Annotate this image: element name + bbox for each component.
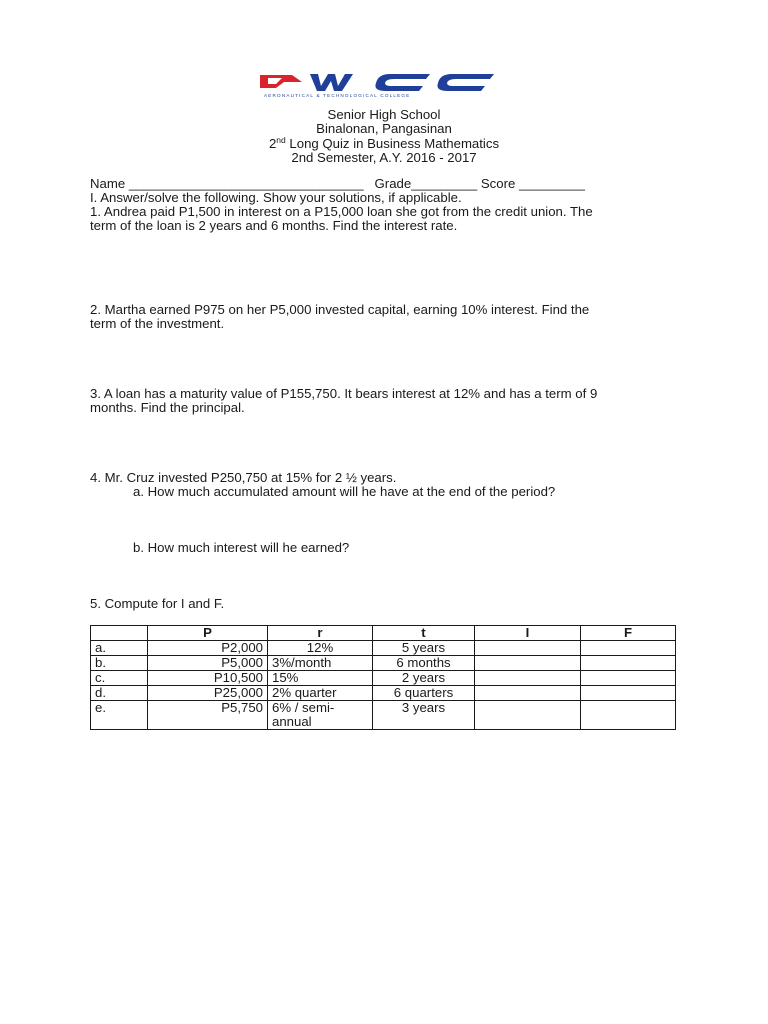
table-cell: 3 years bbox=[373, 701, 475, 730]
answer-cell-f[interactable] bbox=[581, 656, 676, 671]
quiz-header bbox=[0, 108, 768, 166]
instructions: I. Answer/solve the following. Show your solutions, if applicable. bbox=[90, 190, 462, 205]
answer-cell-i[interactable] bbox=[475, 641, 581, 656]
table-header-cell: t bbox=[373, 626, 475, 641]
question-2-line-2: term of the investment. bbox=[90, 316, 225, 331]
table-cell: 15% bbox=[268, 671, 373, 686]
table-cell: 6 months bbox=[373, 656, 475, 671]
grade-field-label[interactable]: Grade_________ bbox=[374, 176, 478, 191]
table-header-cell: P bbox=[148, 626, 268, 641]
table-header-cell: I bbox=[475, 626, 581, 641]
table-cell: 6% / semi-annual bbox=[268, 701, 373, 730]
compute-table bbox=[90, 625, 676, 730]
school-logo bbox=[258, 72, 506, 98]
answer-cell-i[interactable] bbox=[475, 656, 581, 671]
question-5: 5. Compute for I and F. bbox=[90, 596, 225, 611]
question-4: 4. Mr. Cruz invested P250,750 at 15% for 2 ½ years. bbox=[90, 470, 397, 485]
question-4-part-b: b. How much interest will he earned? bbox=[133, 540, 350, 555]
table-cell: 6 quarters bbox=[373, 686, 475, 701]
question-2-line-1: 2. Martha earned P975 on her P5,000 invested capital, earning 10% interest. Find the bbox=[90, 302, 590, 317]
answer-cell-i[interactable] bbox=[475, 686, 581, 701]
answer-cell-f[interactable] bbox=[581, 641, 676, 656]
table-row bbox=[91, 656, 676, 671]
question-3-line-1: 3. A loan has a maturity value of P155,750. It bears interest at 12% and has a term of 9 bbox=[90, 386, 598, 401]
table-cell: P2,000 bbox=[148, 641, 268, 656]
semester: 2nd Semester, A.Y. 2016 - 2017 bbox=[291, 150, 477, 166]
table-cell: P25,000 bbox=[148, 686, 268, 701]
logo-tagline: AERONAUTICAL & TECHNOLOGICAL COLLEGE bbox=[264, 93, 411, 98]
table-header-row bbox=[91, 626, 676, 641]
school-location: Binalonan, Pangasinan bbox=[316, 121, 452, 137]
table-row bbox=[91, 686, 676, 701]
table-header-cell: F bbox=[581, 626, 676, 641]
table-header-cell bbox=[91, 626, 148, 641]
table-cell: 2% quarter bbox=[268, 686, 373, 701]
question-1-line-2: term of the loan is 2 years and 6 months. Find the interest rate. bbox=[90, 218, 458, 233]
answer-cell-i[interactable] bbox=[475, 701, 581, 730]
answer-cell-i[interactable] bbox=[475, 671, 581, 686]
table-row bbox=[91, 671, 676, 686]
quiz-title: 2nd Long Quiz in Business Mathematics bbox=[268, 134, 500, 151]
table-cell: P10,500 bbox=[148, 671, 268, 686]
table-cell: d. bbox=[91, 686, 148, 701]
question-3-line-2: months. Find the principal. bbox=[90, 400, 245, 415]
table-cell: 12% bbox=[268, 641, 373, 656]
answer-cell-f[interactable] bbox=[581, 671, 676, 686]
table-cell: 2 years bbox=[373, 671, 475, 686]
table-header-cell: r bbox=[268, 626, 373, 641]
table-cell: P5,000 bbox=[148, 656, 268, 671]
table-cell: P5,750 bbox=[148, 701, 268, 730]
wcc-logo-icon bbox=[258, 72, 506, 98]
table-row bbox=[91, 701, 676, 730]
table-cell: e. bbox=[91, 701, 148, 730]
answer-cell-f[interactable] bbox=[581, 686, 676, 701]
table-cell: 3%/month bbox=[268, 656, 373, 671]
table-cell: b. bbox=[91, 656, 148, 671]
question-4-part-a: a. How much accumulated amount will he have at the end of the period? bbox=[133, 484, 556, 499]
table-cell: a. bbox=[91, 641, 148, 656]
table-cell: c. bbox=[91, 671, 148, 686]
name-field-label[interactable]: Name ________________________________ bbox=[90, 176, 364, 191]
answer-cell-f[interactable] bbox=[581, 701, 676, 730]
school-name: Senior High School bbox=[327, 107, 441, 122]
score-field-label[interactable]: Score _________ bbox=[480, 176, 586, 191]
table-row bbox=[91, 641, 676, 656]
question-1-line-1: 1. Andrea paid P1,500 in interest on a P15,000 loan she got from the credit union. The bbox=[90, 204, 593, 219]
table-cell: 5 years bbox=[373, 641, 475, 656]
